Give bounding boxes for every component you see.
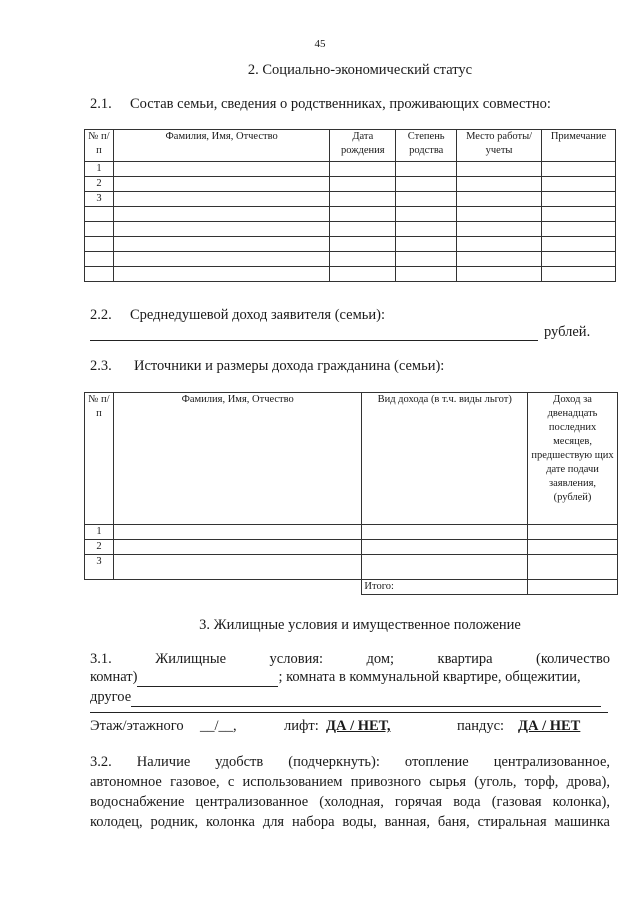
col-birthdate-header: Дата рождения [330,130,396,162]
income-input-line[interactable] [90,340,538,341]
table-cell[interactable] [113,222,329,237]
table-cell[interactable] [457,162,542,177]
ramp-label: пандус: [457,718,505,734]
floor-value[interactable]: __/__, [200,718,237,734]
table-cell[interactable] [113,525,361,540]
other-label: другое [90,689,132,705]
table-cell[interactable] [542,162,616,177]
table-cell[interactable] [330,177,396,192]
col-note-header: Примечание [542,130,616,162]
table-cell[interactable] [85,237,114,252]
col-income-type-header: Вид дохода (в т.ч. виды льгот) [362,393,528,525]
row-number: 1 [85,525,114,540]
col-relation-header: Степень родства [396,130,457,162]
table-cell[interactable] [330,192,396,207]
table-cell[interactable] [113,237,329,252]
table-cell[interactable] [528,540,618,555]
s31-text: ; комната в коммунальной квартире, общежитии, [278,669,581,685]
table-cell[interactable] [457,267,542,282]
s22-heading: Среднедушевой доход заявителя (семьи): [130,307,385,323]
table-cell[interactable] [396,222,457,237]
table-cell[interactable] [113,540,361,555]
col-name-header: Фамилия, Имя, Отчество [113,393,361,525]
ramp-value[interactable]: ДА / НЕТ [518,718,581,734]
s31-word: квартира [437,651,493,667]
s31-word: дом; [366,651,395,667]
table-cell[interactable] [362,525,528,540]
s22-number: 2.2. [90,307,112,323]
s32-word: Наличие [136,754,191,770]
table-cell[interactable] [457,192,542,207]
section-3-title: 3. Жилищные условия и имущественное положение [199,617,521,633]
s32-line-2: автономное газовое, с использованием привозного сырья (уголь, торф, дрова), [90,774,610,790]
table-cell[interactable] [330,162,396,177]
table-cell[interactable] [542,222,616,237]
table-cell[interactable] [396,267,457,282]
s31-word: (количество [535,651,611,667]
table-cell[interactable] [362,555,528,580]
table-row [85,525,618,540]
row-number: 2 [85,540,114,555]
table-row [85,267,616,282]
income-table-header [85,393,618,525]
table-cell[interactable] [113,555,361,580]
total-value-cell[interactable] [528,580,618,595]
total-label: Итого: [362,580,528,595]
s31-line-1 [90,649,610,669]
table-cell[interactable] [396,237,457,252]
family-table-header [85,130,616,162]
row-number: 2 [85,177,114,192]
table-cell[interactable] [85,267,114,282]
s32-line-1 [90,752,610,772]
s21-heading: Состав семьи, сведения о родственниках, проживающих совместно: [130,96,551,112]
table-cell[interactable] [396,207,457,222]
table-cell[interactable] [396,177,457,192]
s32-word: (подчеркнуть): [288,754,380,770]
row-number: 1 [85,162,114,177]
table-cell[interactable] [542,192,616,207]
table-row [85,177,616,192]
s23-heading: Источники и размеры дохода гражданина (семьи): [134,358,445,374]
col-workplace-header: Место работы/учеты [457,130,542,162]
table-cell[interactable] [542,267,616,282]
page-number: 45 [314,38,326,50]
table-cell[interactable] [396,192,457,207]
income-unit: рублей. [544,324,591,340]
table-cell[interactable] [330,267,396,282]
table-cell[interactable] [113,162,329,177]
table-cell[interactable] [542,207,616,222]
table-row [85,540,618,555]
s32-number: 3.2. [90,754,112,770]
table-cell[interactable] [457,207,542,222]
table-cell[interactable] [113,177,329,192]
col-name-header: Фамилия, Имя, Отчество [113,130,329,162]
table-cell[interactable] [542,177,616,192]
col-number-header: № п/п [85,130,114,162]
s31-number: 3.1. [90,651,112,667]
rooms-input-line[interactable] [137,669,278,687]
family-table [84,129,616,282]
table-cell [85,580,114,595]
table-cell[interactable] [330,237,396,252]
table-row [85,555,618,580]
table-cell[interactable] [113,267,329,282]
income-table [84,392,618,595]
table-cell[interactable] [85,207,114,222]
table-cell[interactable] [330,252,396,267]
rooms-label: комнат) [90,669,138,685]
total-row [85,580,618,595]
s23-number: 2.3. [90,358,112,374]
table-cell[interactable] [362,540,528,555]
s31-line-2 [90,669,581,687]
row-number: 3 [85,555,114,580]
table-cell[interactable] [113,252,329,267]
table-cell [113,580,361,595]
table-cell[interactable] [542,252,616,267]
lift-label: лифт: [284,718,319,734]
table-cell[interactable] [85,252,114,267]
table-cell[interactable] [85,222,114,237]
table-cell[interactable] [396,162,457,177]
lift-value[interactable]: ДА / НЕТ, [326,718,391,734]
s32-word: отопление [404,754,469,770]
s31-word: условия: [269,651,324,667]
col-number-header: № п/п [85,393,114,525]
s32-line-4: колодец, родник, колонка для набора воды, ванная, баня, стиральная машинка [90,814,610,830]
table-row [85,252,616,267]
table-cell[interactable] [113,207,329,222]
table-cell[interactable] [528,525,618,540]
table-cell[interactable] [457,177,542,192]
s31-word: Жилищные [155,651,227,667]
table-cell[interactable] [457,237,542,252]
table-cell[interactable] [330,222,396,237]
s32-line-3: водоснабжение централизованное (холодная, горячая вода (газовая колонка), [90,794,610,810]
other-input-line[interactable] [131,689,601,707]
table-cell[interactable] [542,237,616,252]
col-income-amount-header: Доход за двенадцать последних месяцев, предшествую щих дате подачи заявления, (рублей) [528,393,618,525]
table-row [85,237,616,252]
table-cell[interactable] [330,207,396,222]
table-row [85,192,616,207]
table-row [85,162,616,177]
s31-line-3 [90,689,601,707]
section-2-title: 2. Социально-экономический статус [247,62,473,78]
table-cell[interactable] [528,555,618,580]
s32-word: централизованное, [493,754,611,770]
table-cell[interactable] [457,222,542,237]
table-row [85,222,616,237]
table-cell[interactable] [113,192,329,207]
table-row [85,207,616,222]
floor-label: Этаж/этажного [90,718,184,734]
table-cell[interactable] [457,252,542,267]
row-number: 3 [85,192,114,207]
table-cell[interactable] [396,252,457,267]
s32-word: удобств [215,754,264,770]
blank-input-line[interactable] [90,712,608,713]
s21-number: 2.1. [90,96,112,112]
